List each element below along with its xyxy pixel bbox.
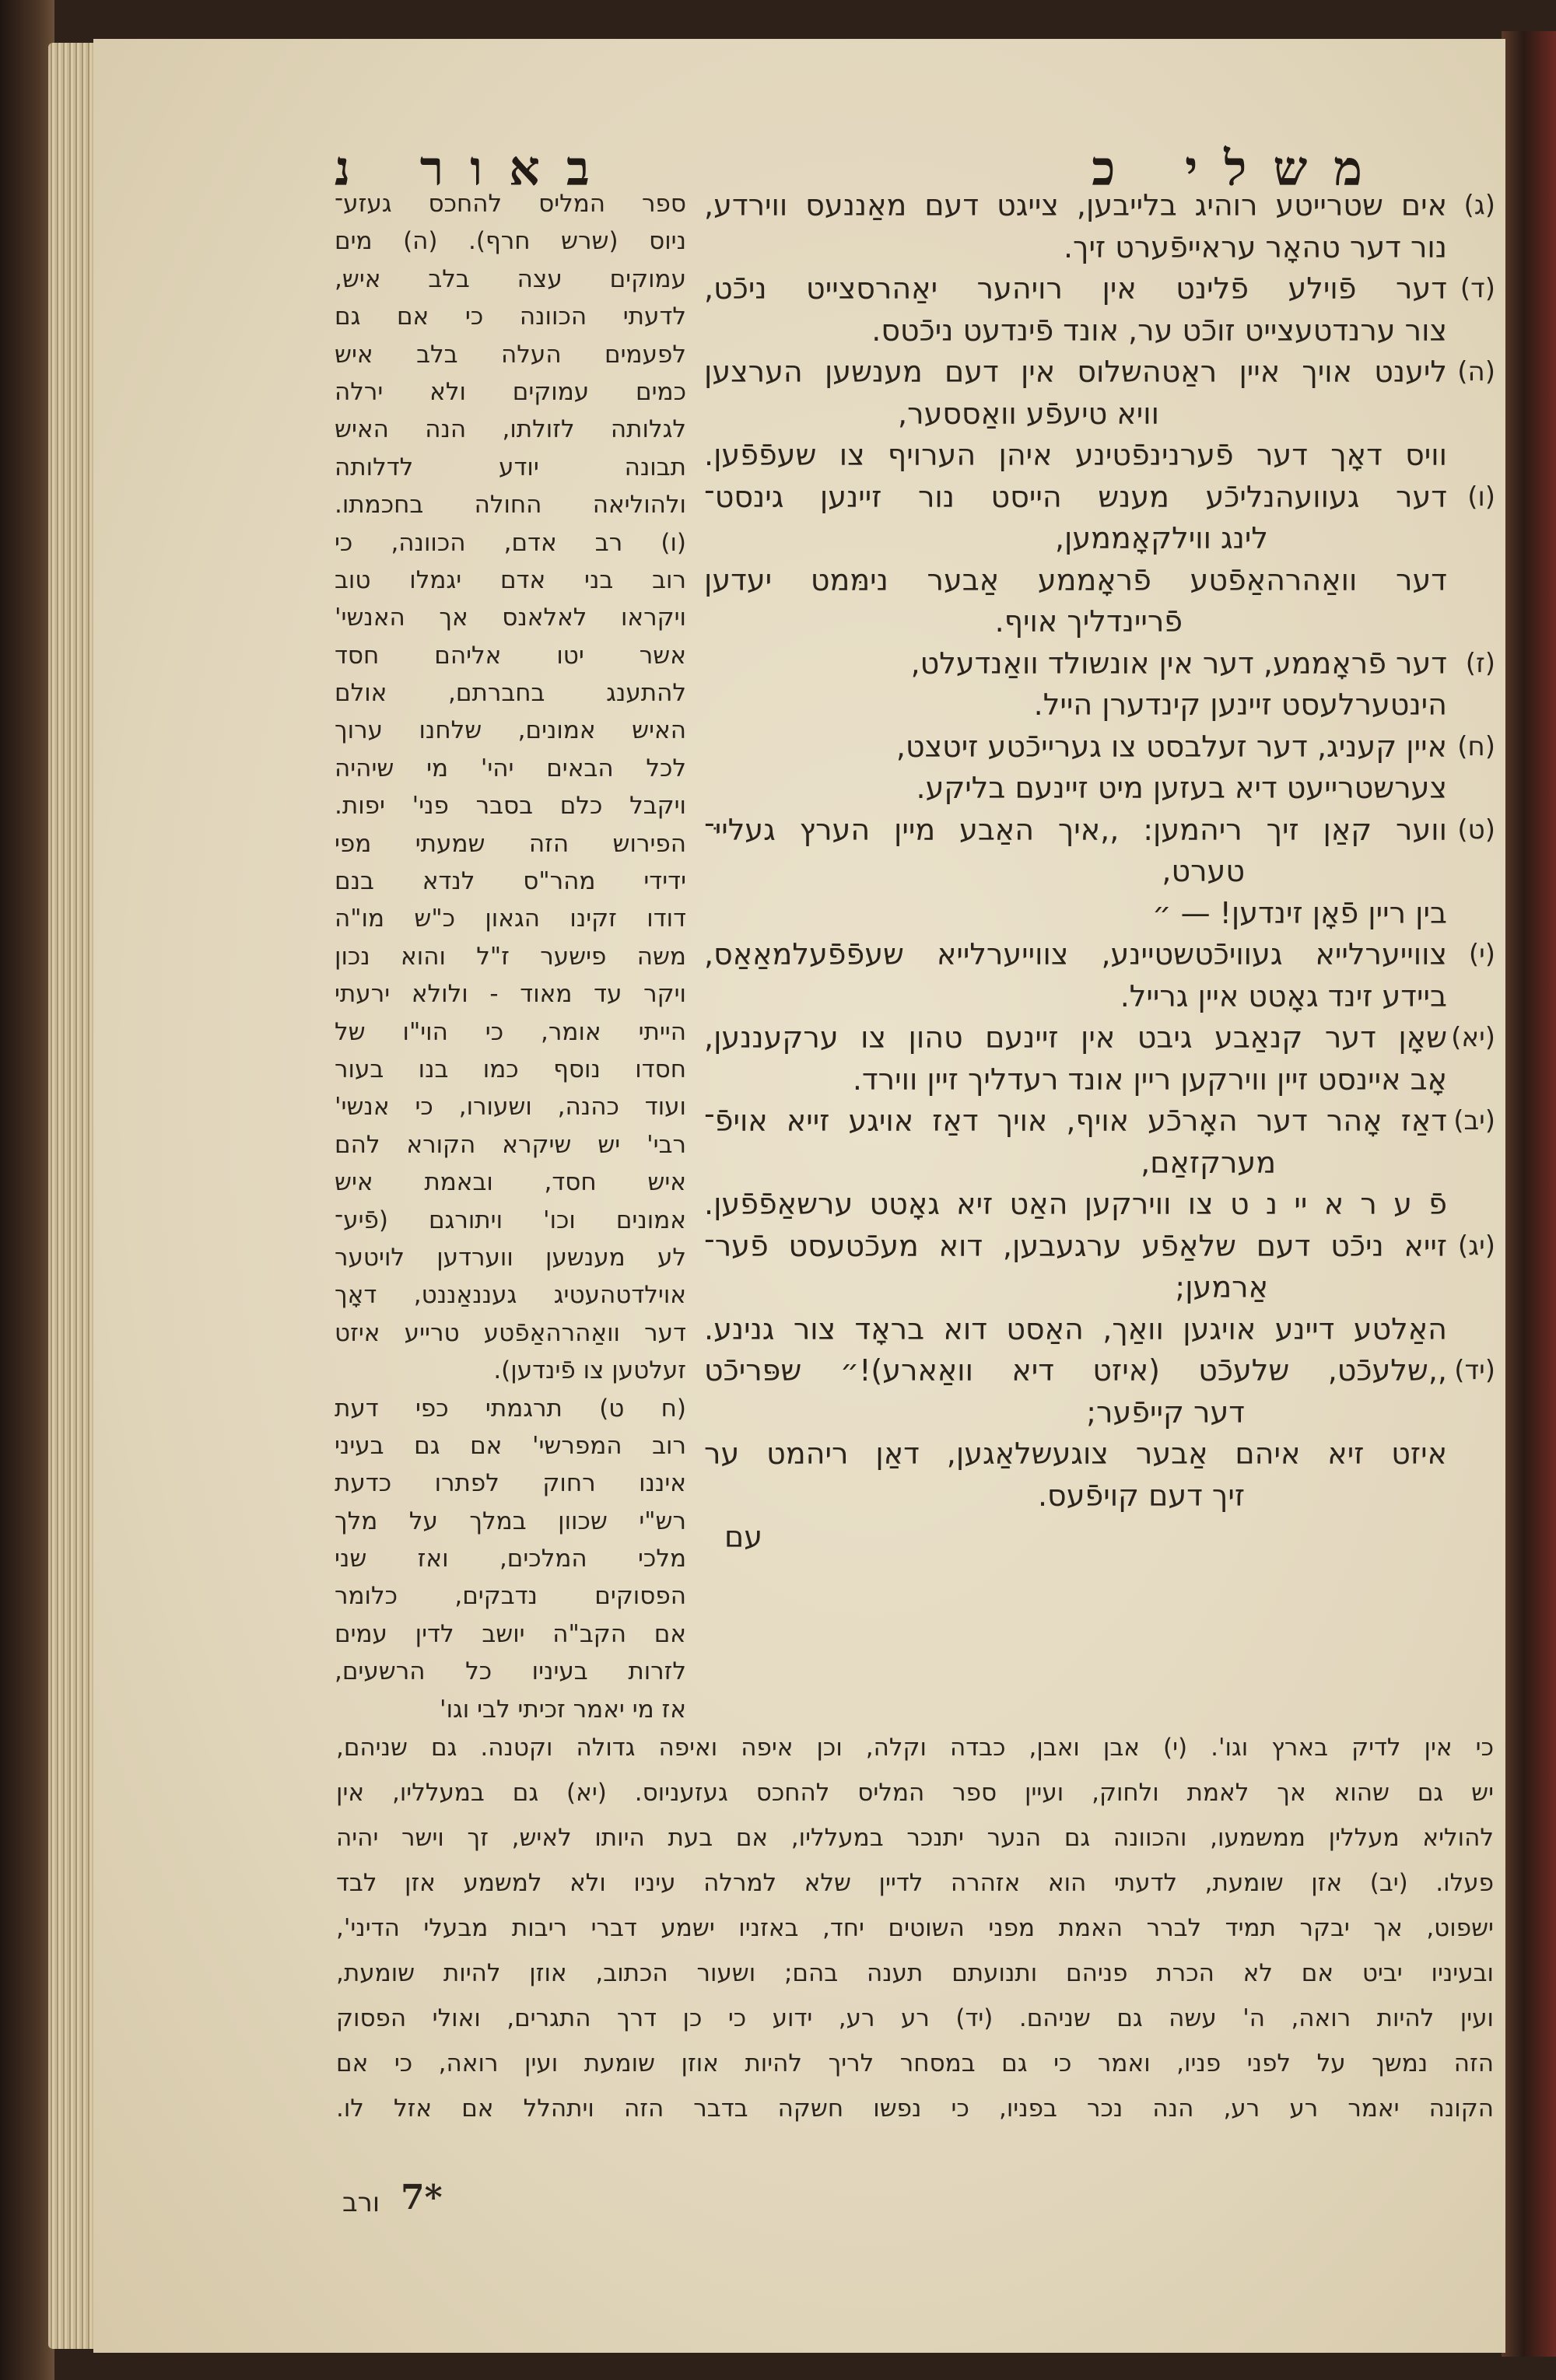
book-spine — [0, 0, 54, 2380]
verse-text: דער וואַהרהאַפֿטע פֿראָממע אַבער נימּמט יעדען — [704, 562, 1447, 597]
signature-mark: 7* — [401, 2178, 443, 2217]
commentary-line: לכל הבאים יהי' מי שיהיה — [335, 754, 686, 782]
verse-line — [704, 435, 1447, 477]
verse-text: נור דער טהאָר עראייפֿערט זיך. — [1063, 229, 1447, 264]
verse-line — [704, 268, 1495, 310]
commentary-line: לזרות בעיניו כל הרשעים, — [335, 1657, 686, 1686]
verse-line — [704, 1433, 1447, 1475]
commentary-line: ניוס (שרש חרף). (ה) מים — [335, 227, 686, 256]
verse-text: אים שטרייטע רוהיג בלייבען, צייגט דעם מאַננעס ווירדע, — [704, 188, 1447, 222]
verse-text: דאַז אָהר דער האָרכֿע אויף, אויך דאַז אויגע זייא אויפֿ־ — [704, 1104, 1447, 1138]
verse-text: אַרמען; — [1175, 1270, 1268, 1304]
commentary-line: לדעתי הכוונה כי אם גם — [335, 303, 686, 331]
verse-text: ביידע זינד גאָטט איין גרייל. — [1120, 978, 1447, 1013]
verse-text: שאָן דער קנאַבע גיבט אין זיינעם טהון צו ערקעננען, — [704, 1020, 1447, 1055]
verse-line — [704, 185, 1495, 227]
commentary-line: ויקבל כלם בסבר פני' יפות. — [335, 792, 686, 821]
commentary-line: אם הקב"ה יושב לדין עמים — [335, 1619, 686, 1648]
commentary-line: ועוד כהנה, ושעורו, כי אנשי' — [335, 1093, 686, 1122]
commentary-line: הפסוקים נדבקים, כלומר — [335, 1582, 686, 1611]
verse-line — [704, 851, 1447, 893]
commentary-line: דודו זקינו הגאון כ"ש מו"ה — [335, 905, 686, 933]
verse-text: לינג ווילקאָממען, — [1054, 521, 1268, 555]
verse-text: דער געוועהנליכֿע מענש הייסט נור זיינען גינסט־ — [704, 479, 1447, 514]
verse-text: פֿ ע ר א יי נ ט צו ווירקען האַט זיא גאָטט ערשאַפֿפֿען. — [704, 1187, 1447, 1221]
commentary-line: עמוקים עצה בלב איש, — [335, 264, 686, 293]
verse-line — [704, 1059, 1447, 1101]
verse-line — [704, 768, 1447, 810]
verse-text: ווער קאַן זיך ריהמען: ,,איך האַבע מיין הערץ געלייּ־ — [704, 812, 1447, 847]
commentary-running-title: באור נ — [335, 140, 616, 197]
commentary-line: האיש אמונים, שלחנו ערוך — [335, 716, 686, 745]
verse-text: האַלטע דיינע אויגען וואַך, האַסט דוא בראָד צור גנינע. — [704, 1311, 1447, 1346]
verse-text: צערשטרייעט דיא בעזען מיט זיינעם בליקע. — [916, 771, 1447, 805]
bottom-commentary-line: ובעיניו יביט אם לא הכרת פניהם ותנועתם תענה בהם; ושעור הכתוב, אוזן להיות שומעת, — [336, 1959, 1494, 1987]
verse-text: דער קייפֿער; — [1086, 1395, 1245, 1430]
verse-line — [704, 227, 1447, 269]
verse-number: (ד) — [1460, 273, 1495, 304]
verse-line — [704, 477, 1495, 519]
main-text-column — [704, 185, 1495, 1559]
verse-number: (יד) — [1454, 1355, 1495, 1386]
verse-line — [704, 893, 1447, 935]
commentary-line: זעלטען צו פֿינדען). — [493, 1356, 686, 1385]
verse-line — [704, 1267, 1447, 1309]
commentary-line: רוב בני אדם יגמלו טוב — [335, 565, 686, 594]
verse-text: אָב איינסט זיין ווירקען ריין אונד רעדליך זיין ווירד. — [852, 1062, 1447, 1097]
verse-line — [704, 976, 1447, 1018]
verse-line — [704, 601, 1447, 643]
bottom-commentary — [336, 1725, 1494, 2131]
verse-line — [704, 394, 1447, 436]
bottom-commentary-line: להוליא מעללין ממשמעו, והכוונה גם הנער יתנכר במעלליו, אם בעת היותו לאיש, זך וישר יהיה — [336, 1824, 1494, 1852]
verse-text: דער פֿוילע פֿלינט אין רויהער יאַהרסצייט ניכֿט, — [704, 271, 1447, 306]
commentary-line: רבי' יש שיקרא הקורא להם — [335, 1130, 686, 1159]
verse-text: עם — [724, 1520, 762, 1554]
verse-line — [704, 1184, 1447, 1226]
commentary-line: ויקר עד מאוד - ולולא ירעתי — [335, 980, 686, 1009]
verse-text: טערט, — [1162, 854, 1245, 888]
commentary-line: ויקראו לאלאנס אך האנשי' — [335, 604, 686, 632]
commentary-line: משה פישער ז"ל והוא נכון — [335, 942, 686, 971]
verse-number: (ז) — [1465, 647, 1495, 679]
verse-line — [704, 1350, 1495, 1392]
bottom-commentary-line: יש גם שהוא אך לאמת ולחוק, ועיין ספר המליס להחכס געזעניוס. (יא) גם במעלליו, אין — [336, 1779, 1494, 1807]
verse-line — [704, 1517, 1447, 1559]
commentary-line: (ו) רב אדם, הכוונה, כי — [335, 528, 686, 557]
commentary-line: רש"י שכוון במלך על מלך — [335, 1507, 686, 1535]
verse-number: (יא) — [1451, 1022, 1495, 1053]
verse-text: זיך דעם קויפֿעס. — [1037, 1478, 1245, 1513]
main-running-title: משלי כ — [1092, 140, 1389, 197]
verse-text: צור ערנדטעצייט זוכֿט ער, אונד פֿינדעט ניכֿטס. — [871, 313, 1447, 348]
commentary-line: תבונה יודע לדלותה — [335, 453, 686, 481]
bottom-commentary-line: הזה נמשך על לפני פניו, ואמר כי גם במסחר לריך להיות אוזן שומעת ועין רואה, כי אם — [336, 2049, 1494, 2077]
commentary-line: ולהוליאה החולה בחכמתו. — [335, 491, 686, 520]
verse-text: בין ריין פֿאָן זינדען! — ״ — [1152, 895, 1447, 930]
verse-text: מערקזאַם, — [1141, 1145, 1276, 1180]
bottom-commentary-line: ועין להיות רואה, ה' עשה גם שניהם. (יד) רע רע, ידוע כי כן דרך התגרים, ואולי הפסוק — [336, 2004, 1494, 2032]
verse-number: (ט) — [1457, 814, 1495, 845]
commentary-line: אשר יטו אליהם חסד — [335, 641, 686, 670]
catchword: ורב — [342, 2187, 380, 2218]
verse-line — [704, 643, 1495, 685]
commentary-line: להתענג בחברתם, אולם — [335, 679, 686, 708]
verse-line — [704, 1017, 1495, 1059]
verse-number: (י) — [1468, 939, 1495, 970]
verse-line — [704, 684, 1447, 726]
verse-number: (ח) — [1457, 730, 1495, 762]
bottom-commentary-line: ישפוט, אך יבקר תמיד לברר האמת מפני השוטים יחד, באזניו ישמע דברי ריבות מבעלי הדיני', — [336, 1914, 1494, 1942]
verse-text: וויס דאָך דער פֿערנינפֿטינע איהן הערויף צו שעפֿפֿען. — [704, 438, 1447, 472]
verse-text: איין קעניג, דער זעלבסט צו גערייכֿטע זיטצט, — [895, 729, 1447, 764]
verse-number: (יג) — [1457, 1230, 1495, 1262]
commentary-line: מלכי המלכים, ואז שני — [335, 1545, 686, 1573]
bottom-commentary-line: הקונה יאמר רע רע, הנה נכר בפניו, כי נפשו חשקה בדבר הזה ויתהלל אם אזל לו. — [336, 2095, 1494, 2123]
verse-line — [704, 352, 1495, 394]
facing-page-edge — [1502, 31, 1556, 2357]
commentary-line: רוב המפרשי' אם גם בעיני — [335, 1431, 686, 1460]
verse-text: ליענט אויך איין ראַטהשלוס אין דעם מענשען הערצען — [704, 355, 1447, 389]
verse-line — [704, 518, 1447, 560]
commentary-line: איש חסד, ובאמת איש — [335, 1168, 686, 1197]
verse-text: הינטערלעסט זיינען קינדערן הייל. — [1033, 688, 1447, 722]
commentary-line: לגלותה לזולתו, הנה האיש — [335, 415, 686, 444]
verse-line — [704, 726, 1495, 768]
bottom-commentary-line: כי אין לדיק בארץ וגו'. (י) אבן ואבן, כבדה וקלה, וכן איפה ואיפה גדולה וקטנה. גם שניהם, — [336, 1734, 1494, 1762]
commentary-line: אוילדטהעטיג געננאַננט, דאָך — [335, 1281, 686, 1310]
verse-line — [704, 1226, 1495, 1268]
verse-text: וויא טיעפֿע וואַססער, — [898, 396, 1159, 431]
commentary-line: דער וואַהרהאַפֿטע טרייע איזט — [335, 1318, 686, 1347]
verse-line — [704, 934, 1495, 976]
commentary-line: לע מענשען ווערדען לויטער — [335, 1243, 686, 1272]
commentary-line: חסדו נוסף כמו בנו בעור — [335, 1055, 686, 1083]
verse-text: דער פֿראָממע, דער אין אונשולד וואַנדעלט, — [910, 646, 1447, 681]
commentary-line: איננו רחוק לפתרו כדעת — [335, 1469, 686, 1498]
verse-number: (יב) — [1453, 1105, 1495, 1136]
verse-line — [704, 310, 1447, 352]
verse-text: צווייערלייא געוויכֿטשטיינע, צווייערלייא שעפֿפֿעלמאַאַס, — [704, 937, 1447, 971]
commentary-line: אז מי יאמר זכיתי לבי וגו' — [440, 1695, 686, 1724]
verse-line — [704, 1101, 1495, 1143]
commentary-line: ידידי מהר"ס לנדא בנם — [335, 867, 686, 896]
verse-text: זייא ניכֿט דעם שלאַפֿע ערגעבען, דוא מעכֿטעסט פֿער־ — [704, 1228, 1447, 1263]
verse-text: ,,שלעכֿט, שלעכֿט (איזט דיא וואַארע)!״ שפּריכֿט — [704, 1353, 1447, 1388]
commentary-column — [335, 185, 686, 1728]
commentary-line: הייתי אומר, כי הוי"ו של — [335, 1017, 686, 1046]
commentary-line: כמים עמוקים ולא ירלה — [335, 377, 686, 406]
commentary-line: אמונים וכו' ויתורגם (פֿיע־ — [335, 1206, 686, 1234]
verse-number: (ג) — [1463, 190, 1495, 221]
verse-text: איזט זיא איהם אַבער צוגעשלאַגען, דאַן ריהמט ער — [704, 1437, 1447, 1471]
verse-text: פֿריינדליך אויף. — [994, 604, 1183, 639]
commentary-line: (ח ט) תרגמתי כפי דעת — [335, 1394, 686, 1423]
commentary-line: הפירוש הזה שמעתי מפי — [335, 829, 686, 858]
verse-line — [704, 560, 1447, 602]
verse-line — [704, 1143, 1447, 1185]
verse-line — [704, 1475, 1447, 1517]
commentary-line: ספר המליס להחכס געזע־ — [335, 190, 686, 218]
bottom-commentary-line: פעלו. (יב) אזן שומעת, לדעתי הוא אזהרה לדיין שלא למרלה עיניו ולא למשמע אזן לבד — [336, 1869, 1494, 1897]
verse-line — [704, 810, 1495, 852]
verse-line — [704, 1309, 1447, 1351]
verse-number: (ה) — [1457, 356, 1495, 387]
verse-line — [704, 1392, 1447, 1434]
verse-number: (ו) — [1467, 481, 1495, 513]
commentary-line: לפעמים העלה בלב איש — [335, 340, 686, 369]
